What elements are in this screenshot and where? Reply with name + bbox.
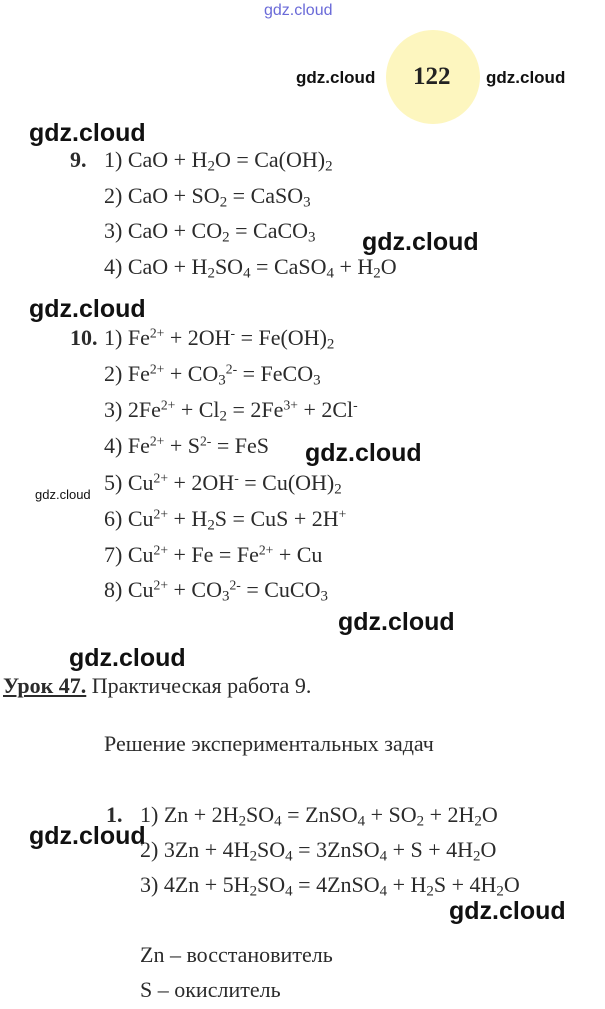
watermark: gdz.cloud xyxy=(449,897,566,925)
watermark: gdz.cloud xyxy=(338,608,455,636)
task-1-equation-3: 3) $4Zn + 5H_2SO_4$ = 4ZnSO$_4$ + $H_2S + 4H_2O$ xyxy=(140,872,520,900)
task-1-note-oxidizer: S – окислитель xyxy=(140,977,281,1002)
task-1-number: 1. xyxy=(106,802,123,827)
task-10-equation-6: 6) $Cu^{2+} + H_2S$ = CuS + 2H+ xyxy=(104,506,347,534)
watermark: gdz.cloud xyxy=(29,295,146,323)
watermark: gdz.cloud xyxy=(35,487,91,502)
task-1-equation-2: 2) $3Zn + 4H_2SO_4$ = 3ZnSO$_4$ + $S + 4H_2O$ xyxy=(140,837,497,865)
watermark-top: gdz.cloud xyxy=(264,2,333,19)
task-9-number: 9. xyxy=(70,147,87,172)
task-1-note-reducer: Zn – восстановитель xyxy=(140,942,333,967)
watermark: gdz.cloud xyxy=(362,228,479,256)
watermark-header-right: gdz.cloud xyxy=(486,68,566,87)
lesson-label: Урок 47. xyxy=(3,673,87,698)
watermark: gdz.cloud xyxy=(305,439,422,467)
lesson-heading xyxy=(3,673,311,699)
task-9-equation-1: 1) CaO + $H_2O = Ca(OH)_2$ xyxy=(104,147,333,175)
task-10-equation-3: 3) $2Fe^{2+} + Cl_2 = 2Fe^{3+} + 2Cl^-$ xyxy=(104,397,358,425)
lesson-title: Практическая работа 9. xyxy=(86,673,312,698)
task-10-equation-2: 2) $Fe^{2+} + CO_3^{2-}$ = FeCO$_3$ xyxy=(104,361,321,389)
lesson-subtitle: Решение экспериментальных задач xyxy=(104,731,434,756)
task-9-equation-4: 4) CaO + $H_2SO_4$ = CaSO$_4$ + $H_2O$ xyxy=(104,254,397,282)
task-10-equation-1: 1) $Fe^{2+} + 2OH^- = Fe(OH)_2$ xyxy=(104,325,335,353)
task-10-equation-8: 8) $Cu^{2+} + CO_3^{2-}$ = CuCO$_3$ xyxy=(104,577,328,605)
task-10-number: 10. xyxy=(70,325,98,350)
task-10-equation-4: 4) $Fe^{2+} + S^{2-}$ = FeS xyxy=(104,433,269,458)
watermark: gdz.cloud xyxy=(29,822,146,850)
task-10-equation-7: 7) $Cu^{2+} + Fe = Fe^{2+} + Cu$ xyxy=(104,542,323,567)
task-1-equation-1: 1) $Zn + 2H_2SO_4$ = ZnSO$_4$ + $SO_2 + 2H_2O$ xyxy=(140,802,498,830)
task-9-equation-3: 3) CaO + $CO_2$ = CaCO$_3$ xyxy=(104,218,316,246)
watermark: gdz.cloud xyxy=(29,119,146,147)
task-10-equation-5: 5) $Cu^{2+} + 2OH^- = Cu(OH)_2$ xyxy=(104,470,342,498)
watermark-header-left: gdz.cloud xyxy=(296,68,376,87)
task-9-equation-2: 2) CaO + $SO_2$ = CaSO$_3$ xyxy=(104,183,311,211)
watermark: gdz.cloud xyxy=(69,644,186,672)
page-number: 122 xyxy=(413,63,451,90)
